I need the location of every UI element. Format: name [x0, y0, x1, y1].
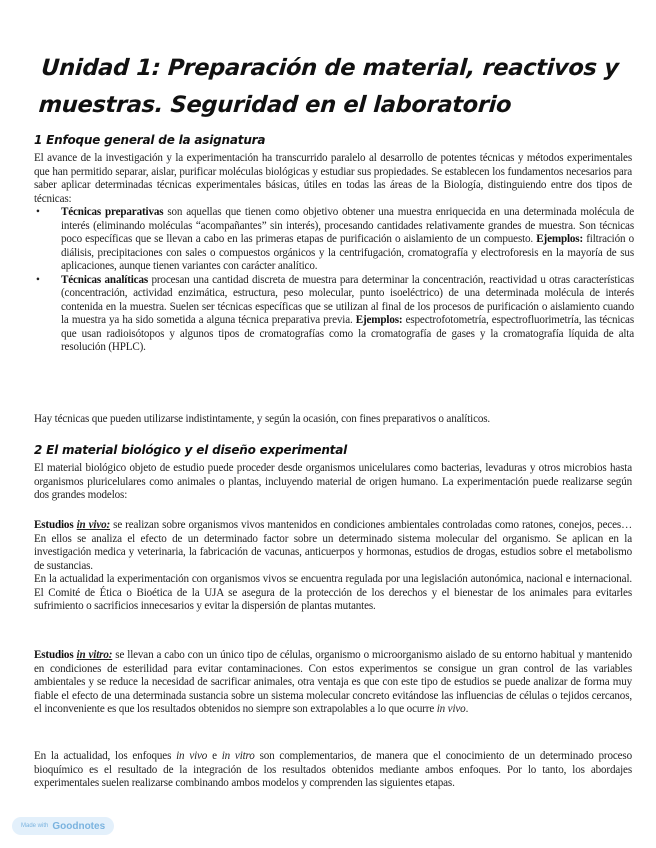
examples-text: filtración o diálisis, precipitaciones con sales o compuestos orgánicos y la centrifugación, cromatografía y electroforesis en la mayoría de sus aplicaciones, aunque tienen variantes con carácter analítico.: [61, 233, 634, 273]
in-vitro-label: Estudios: [34, 649, 77, 661]
examples-label: Ejemplos:: [536, 233, 584, 246]
final-text-1: En la actualidad, los enfoques: [34, 750, 177, 762]
in-vivo-text: se realizan sobre organismos vivos mantenidos en condiciones ambientales controladas como ratones, conejos, peces… En ellos se analiza el efecto de un determinado factor sobre un determinado sistema molecular del organismo. Se aplican en la investigación medica y veterinaria, la fabricación de vacunas, anticuerpos y hormonas, estudios de drogas, estudios sobre el metabolismo de sustancias.: [34, 519, 633, 572]
final-text-3: son complementarios, de manera que el conocimiento de un determinado proceso bioquímico es el resultado de la integración de los resultados obtenidos mediante ambos enfoques. Por lo tanto, los abordajes experimentales suelen realizarse combinando ambos modelos y comprenden las siguientes etapas.: [34, 750, 632, 790]
in-vitro-paragraph: [34, 649, 632, 717]
in-vitro-end: .: [465, 703, 469, 716]
final-paragraph: [34, 750, 632, 791]
list-item: [34, 274, 634, 355]
in-vivo-label: Estudios: [34, 519, 77, 531]
section-1-closing: Hay técnicas que pueden utilizarse indistintamente, y según la ocasión, con fines preparativos o analíticos.: [34, 413, 491, 425]
section-1-intro: El avance de la investigación y la experimentación ha transcurrido paralelo al desarrollo de potentes técnicas y métodos experimentales que han permitido separar, aislar, purificar moléculas biológicas y estudiar sus propiedades. Se establecen los fundamentos necesarios para saber aplicar determinadas técnicas experimentales básicas, útiles en todas las áreas de la Biología, distinguiendo entre dos tipos de técnicas:: [34, 152, 632, 205]
in-vivo-term: in vivo:: [76, 519, 111, 531]
made-with-label: Made with: [21, 823, 49, 829]
final-text-2: e: [207, 750, 222, 762]
section-2-heading: 2 El material biológico y el diseño experimental: [34, 443, 348, 457]
techniques-list: [34, 206, 634, 355]
list-item-text: procesan una cantidad discreta de muestra para determinar la concentración, reactividad u otras características (concentración, actividad enzimática, estructura, peso molecular, punto isoeléctrico) de una determinada molécula de interés contenida en la muestra. Suelen ser técnicas específicas que se utilizan al final de los procesos de purificación o aislamiento cuando la muestra ya ha sido sometida a alguna técnica preparativa previa.: [61, 273, 634, 327]
page-title: Unidad 1: Preparación de material, reactivos y muestras. Seguridad en el laboratorio: [37, 55, 620, 118]
section-1-heading: 1 Enfoque general de la asignatura: [34, 133, 266, 147]
list-item-text: son aquellas que tienen como objetivo obtener una muestra enriquecida en una determinada molécula de interés (eliminando moléculas “acompañantes” sin interés), procesando cantidades relativamente grandes de muestra. Son técnicas poco específicas que se llevan a cabo en las primeras etapas de purificación o aislamiento de un compuesto.: [61, 206, 634, 246]
final-italic-2: in vitro: [221, 750, 255, 762]
examples-text: espectrofotometría, espectrofluorimetría, las técnicas que usan radioisótopos y algunos tipos de cromatografías como la cromatografía de gases y la cromatografía líquida de alta resolución (HPLC).: [61, 314, 635, 354]
term-analytical: Técnicas analíticas: [61, 273, 149, 286]
bullet-icon: •: [36, 206, 40, 218]
list-item: [34, 206, 634, 274]
in-vivo-regulation: En la actualidad la experimentación con organismos vivos se encuentra regulada por una legislación autonómica, nacional e internacional. El Comité de Ética o Bioética de la UJA se asegura de la protección de los derechos y el bienestar de los animales para evitarles sufrimiento o sacrificios innecesarios y evitar la dispersión de plantas mutantes.: [34, 573, 632, 613]
section-2-intro: El material biológico objeto de estudio puede proceder desde organismos unicelulares como bacterias, levaduras y otros microbios hasta organismos pluricelulares como animales o plantas, incluyendo material de origen humano. La experimentación puede realizarse según dos grandes modelos:: [34, 462, 632, 502]
in-vitro-term: in vitro:: [76, 649, 113, 661]
goodnotes-logo: Goodnotes: [52, 820, 106, 832]
final-italic-1: in vivo: [176, 750, 208, 762]
made-with-goodnotes-badge: [12, 817, 114, 835]
bullet-icon: •: [36, 273, 40, 286]
in-vivo-block: [34, 519, 632, 614]
term-preparative: Técnicas preparativas: [61, 206, 164, 218]
in-vitro-text: se llevan a cabo con un único tipo de células, organismo o microorganismo aislado de su entorno habitual y mantenido en condiciones de esterilidad para evitar contaminaciones. Con estos experimentos se consigue un gran control de las variables ambientales y se reduce la necesidad de sacrificar animales, otra ventaja es que con este tipo de estudios se puede analizar de forma muy fiable el efecto de una determinada sustancia sobre un sistema molecular concreto evitándose las influencias de células o tejidos cercanos, el inconveniente es que los resultados obtenidos no siempre son extrapolables a lo que ocurre: [34, 649, 632, 716]
examples-label: Ejemplos:: [355, 314, 403, 327]
in-vitro-end-italic: in vivo: [436, 703, 466, 716]
in-vivo-paragraph: [34, 519, 632, 573]
